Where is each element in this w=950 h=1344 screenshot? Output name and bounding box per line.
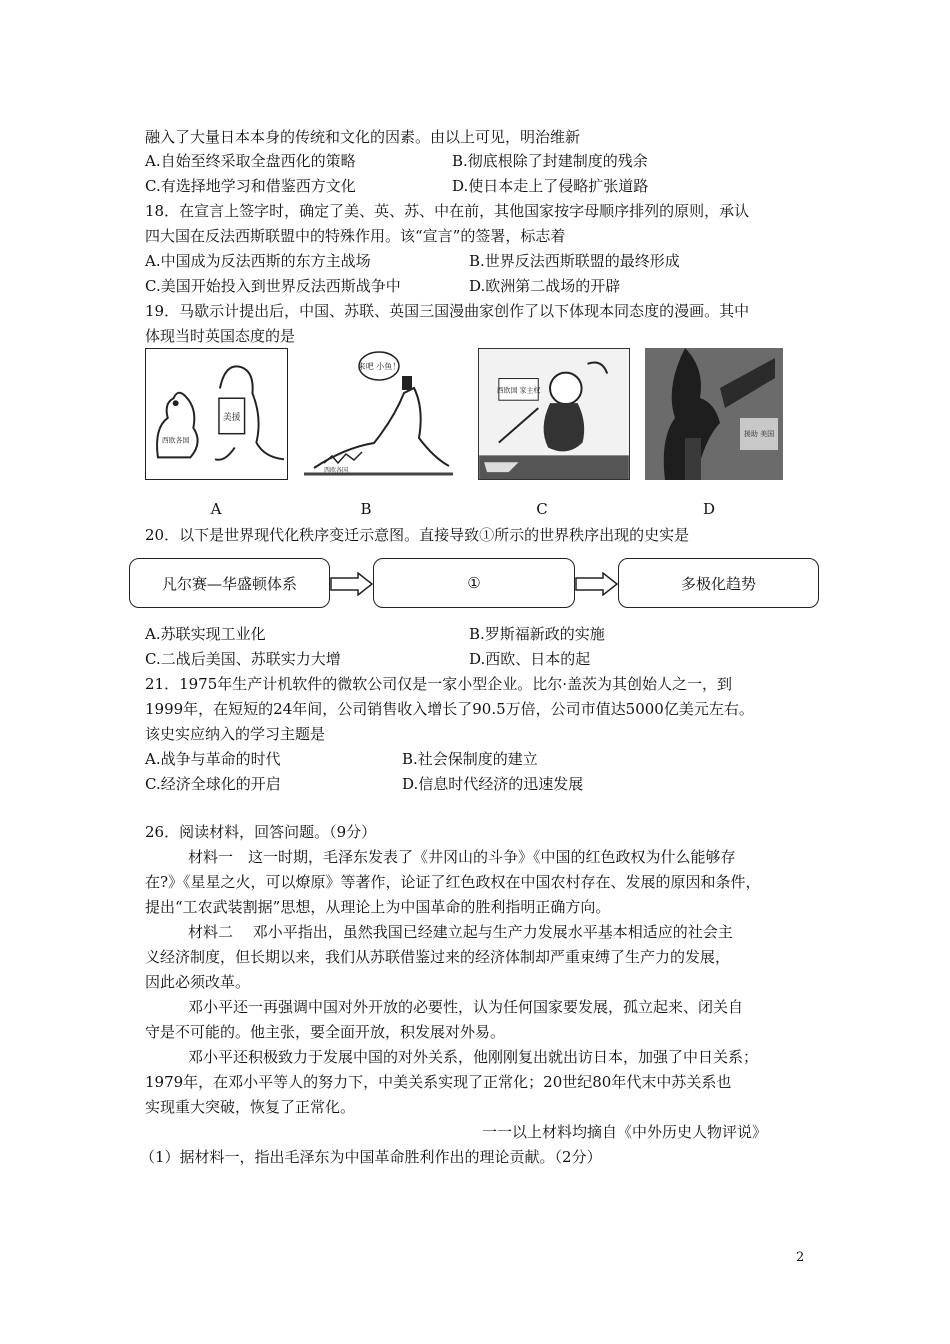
cartoon-a-sign-text: 西欧各国 <box>161 436 190 445</box>
flow-box-blank <box>373 558 575 608</box>
option-20c: C.二战后美国、苏联实力大增 <box>145 650 341 668</box>
cartoon-b-bubble-text: 来吧 小鱼！ <box>357 362 401 371</box>
option-17a: A.自始至终采取全盘西化的策略 <box>145 152 356 170</box>
material-2-cont: 义经济制度，但长期以来，我们从苏联借鉴过来的经济体制却严重束缚了生产力的发展， <box>145 948 731 966</box>
material-4: 邓小平还积极致力于发展中国的对外关系，他刚刚复出就出访日本，加强了中日关系； <box>188 1048 759 1066</box>
option-21b: B.社会保制度的建立 <box>402 750 538 768</box>
option-20d: D.西欧、日本的起 <box>469 650 591 668</box>
material-4-cont: 1979年，在邓小平等人的努力下，中美关系实现了正常化；20世纪80年代末中苏关系也 <box>145 1073 732 1091</box>
material-2-cont2: 因此必须改革。 <box>145 973 251 991</box>
option-17b: B.彻底根除了封建制度的残余 <box>452 152 648 170</box>
question-18-cont: 四大国在反法西斯联盟中的特殊作用。该“宣言”的签署，标志着 <box>145 227 566 245</box>
cartoon-b <box>304 348 453 480</box>
sub-question-1: （1）据材料一，指出毛泽东为中国革命胜利作出的理论贡献。（2分） <box>140 1148 602 1166</box>
option-18a: A.中国成为反法西斯的东方主战场 <box>145 252 371 270</box>
option-18c: C.美国开始投入到世界反法西斯战争中 <box>145 277 401 295</box>
option-20a: A.苏联实现工业化 <box>145 625 266 643</box>
option-21c: C.经济全球化的开启 <box>145 775 281 793</box>
page-number: 2 <box>796 1250 805 1265</box>
question-21: 21．1975年生产计机软件的微软公司仅是一家小型企业。比尔·盖茨为其创始人之一，到 <box>145 675 733 693</box>
flow-arrow-1 <box>330 572 374 596</box>
question-20: 20．以下是世界现代化秩序变迁示意图。直接导致①所示的世界秩序出现的史实是 <box>145 526 690 544</box>
flow-box-3-text: 多极化趋势 <box>680 574 756 593</box>
question-21-cont2: 该史实应纳入的学习主题是 <box>145 725 326 743</box>
question-26: 26．阅读材料，回答问题。（9分） <box>145 823 377 841</box>
cartoon-a <box>145 348 288 480</box>
cartoon-label-d: D <box>702 500 716 518</box>
question-19-cont: 体现当时英国态度的是 <box>145 327 296 345</box>
material-2: 材料二 邓小平指出，虽然我国已经建立起与生产力发展水平基本相适应的社会主 <box>188 923 733 941</box>
flow-box-multipolar <box>618 558 819 608</box>
cartoon-d-sign-text: 援助 美国 <box>743 430 775 438</box>
option-21a: A.战争与革命的时代 <box>145 750 281 768</box>
cartoon-label-b: B <box>360 500 372 518</box>
material-1-cont2: 提出“工农武装割据”思想，从理论上为中国革命的胜利指明正确方向。 <box>145 898 611 916</box>
cartoon-label-c: C <box>536 500 548 518</box>
material-1: 材料一 这一时期，毛泽东发表了《井冈山的斗争》《中国的红色政权为什么能够存 <box>188 848 736 866</box>
material-3-cont: 守是不可能的。他主张，要全面开放，积发展对外易。 <box>145 1023 506 1041</box>
option-20b: B.罗斯福新政的实施 <box>469 625 605 643</box>
text-line: 融入了大量日本本身的传统和文化的因素。由以上可见，明治维新 <box>145 128 581 146</box>
material-4-cont2: 实现重大突破，恢复了正常化。 <box>145 1098 356 1116</box>
question-19: 19．马歇示计提出后，中国、苏联、英国三国漫曲家创作了以下体现本同态度的漫画。其中 <box>145 302 750 320</box>
cartoon-label-a: A <box>210 500 222 518</box>
cartoon-a-card-text: 美援 <box>222 412 241 423</box>
option-21d: D.信息时代经济的迅速发展 <box>402 775 584 793</box>
cartoon-d <box>645 348 783 480</box>
option-18b: B.世界反法西斯联盟的最终形成 <box>469 252 680 270</box>
material-1-cont: 在?》《星星之火，可以燎原》等著作，论证了红色政权在中国农村存在、发展的原因和条件， <box>145 873 761 891</box>
material-source: 一一以上材料均摘自《中外历史人物评说》 <box>482 1123 768 1141</box>
question-18: 18．在宣言上签字时，确定了美、英、苏、中在前，其他国家按字母顺序排列的原则，承认 <box>145 202 750 220</box>
option-17c: C.有选择地学习和借鉴西方文化 <box>145 177 356 195</box>
material-3: 邓小平还一再强调中国对外开放的必要性，认为任何国家要发展，孤立起来、闭关自 <box>188 998 744 1016</box>
question-21-cont: 1999年，在短短的24年间，公司销售收入增长了90.5万倍，公司市值达5000亿美元左右。 <box>145 700 754 718</box>
option-18d: D.欧洲第二战场的开辟 <box>469 277 621 295</box>
cartoon-b-caption-text: 西欧各国 <box>324 467 349 474</box>
cartoon-c-sign-text: 西欧国 家主权 <box>496 386 541 395</box>
flow-box-2-text: ① <box>467 574 481 592</box>
flow-arrow-2 <box>575 572 619 596</box>
flow-box-1-text: 凡尔赛—华盛顿体系 <box>161 574 297 593</box>
cartoon-c <box>478 348 630 480</box>
flow-box-versailles <box>129 558 330 608</box>
option-17d: D.使日本走上了侵略扩张道路 <box>452 177 649 195</box>
